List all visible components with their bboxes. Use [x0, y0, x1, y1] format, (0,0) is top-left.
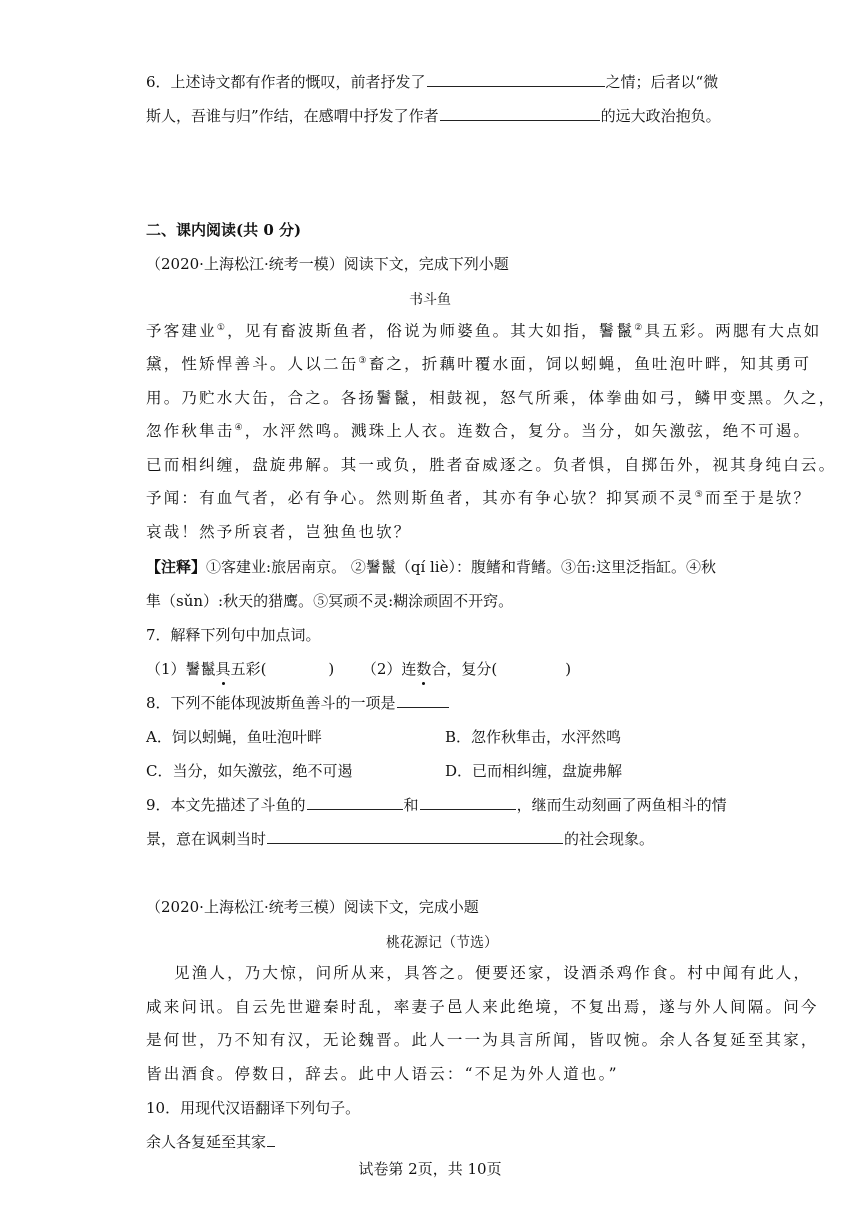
q7-stem: 7．解释下列句中加点词。	[146, 626, 321, 644]
passage-line: 是何世，乃不知有汉，无论魏晋。此人一一为具言所闻，皆叹惋。余人各复延至其家，	[146, 1031, 819, 1049]
passage-line: 皆出酒食。停数日，辞去。此中人语云：“不足为外人道也。”	[146, 1065, 619, 1083]
passage-line: 哀哉！然予所哀者，岂独鱼也欤？	[146, 523, 412, 541]
passage-line: 咸来问讯。自云先世避秦时乱，率妻子邑人来此绝境，不复出焉，遂与外人间隔。问今	[146, 998, 819, 1016]
passage-source: （2020·上海松江·统考一模）阅读下文，完成下列小题	[146, 255, 509, 273]
passage-line: 忽作秋隼击④，水泙然鸣。溅珠上人衣。连数合，复分。当分，如矢激弦，绝不可遏。	[146, 422, 812, 440]
passage-source: （2020·上海松江·统考三模）阅读下文，完成小题	[146, 898, 479, 916]
passage-line: 见渔人，乃大惊，问所从来，具答之。便要还家，设酒杀鸡作食。村中闻有此人，	[174, 964, 812, 982]
passage-line: 用。乃贮水大缶，合之。各扬鬐鬣，相鼓视，怒气所乘，体拳曲如弓，鳞甲变黑。久之，	[146, 389, 837, 407]
q10-sentence: 余人各复延至其家	[146, 1132, 276, 1152]
passage-line: 予闻：有血气者，必有争心。然则斯鱼者，其亦有争心欤？抑冥顽不灵⑤而至于是欤？	[146, 489, 812, 507]
annotation: 【注释】①客建业:旅居南京。 ②鬐鬣（qí liè）：腹鳍和背鳍。③缶:这里泛指缸。④秋	[146, 558, 717, 576]
answer-blank[interactable]	[307, 795, 403, 810]
q8-options-row-1	[146, 727, 706, 747]
passage-line: 黛，性矫悍善斗。人以二缶③畜之，折藕叶覆水面，饲以蚓蝇，鱼吐泡叶畔，知其勇可	[146, 355, 812, 373]
answer-blank[interactable]	[267, 829, 563, 844]
annotation: 隼（sǔn）:秋天的猎鹰。⑤冥顽不灵:糊涂顽固不开窍。	[146, 592, 514, 610]
q10-stem: 10．用现代汉语翻译下列句子。	[146, 1099, 361, 1117]
q6-line-1: 6．上述诗文都有作者的慨叹，前者抒发了 之情；后者以“微	[146, 73, 719, 91]
section-heading: 二、课内阅读(共 0 分)	[146, 221, 302, 239]
answer-blank[interactable]	[267, 1132, 275, 1147]
answer-blank[interactable]	[440, 106, 600, 121]
q9-line-1: 9．本文先描述了斗鱼的 和 ，继而生动刻画了两鱼相斗的情	[146, 796, 727, 814]
option-d[interactable]: D．已而相纠缠，盘旋弗解	[445, 762, 623, 780]
passage-line: 已而相纠缠，盘旋弗解。其一或负，胜者奋威逐之。负者惧，自掷缶外，视其身纯白云。	[146, 456, 837, 474]
passage-title: 桃花源记（节选）	[386, 935, 498, 951]
dotted-char: 数	[416, 660, 432, 678]
page-footer: 试卷第 2页，共 10页	[358, 1160, 502, 1178]
q8-options-row-2	[146, 761, 706, 781]
q7-parts: （1）鬐鬣具五彩( ) （2）连数合，复分( )	[146, 660, 572, 678]
q9-line-2: 景，意在讽刺当时 的社会现象。	[146, 830, 655, 848]
passage-title: 书斗鱼	[409, 292, 451, 308]
dotted-char: 具	[215, 660, 231, 678]
q6-line-2: 斯人，吾谁与归”作结，在感喟中抒发了作者 的远大政治抱负。	[146, 107, 721, 125]
option-b[interactable]: B．忽作秋隼击，水泙然鸣	[445, 728, 622, 746]
passage-line: 予客建业①，见有畜波斯鱼者，俗说为师婆鱼。其大如指，鬐鬣②具五彩。两腮有大点如	[146, 322, 822, 340]
answer-blank[interactable]	[420, 795, 516, 810]
answer-blank[interactable]	[397, 693, 449, 708]
q8-stem: 8．下列不能体现波斯鱼善斗的一项是	[146, 693, 450, 713]
option-a[interactable]: A．饲以蚓蝇，鱼吐泡叶畔	[146, 728, 322, 746]
answer-blank[interactable]	[427, 72, 605, 87]
option-c[interactable]: C．当分，如矢激弦，绝不可遏	[146, 762, 353, 780]
